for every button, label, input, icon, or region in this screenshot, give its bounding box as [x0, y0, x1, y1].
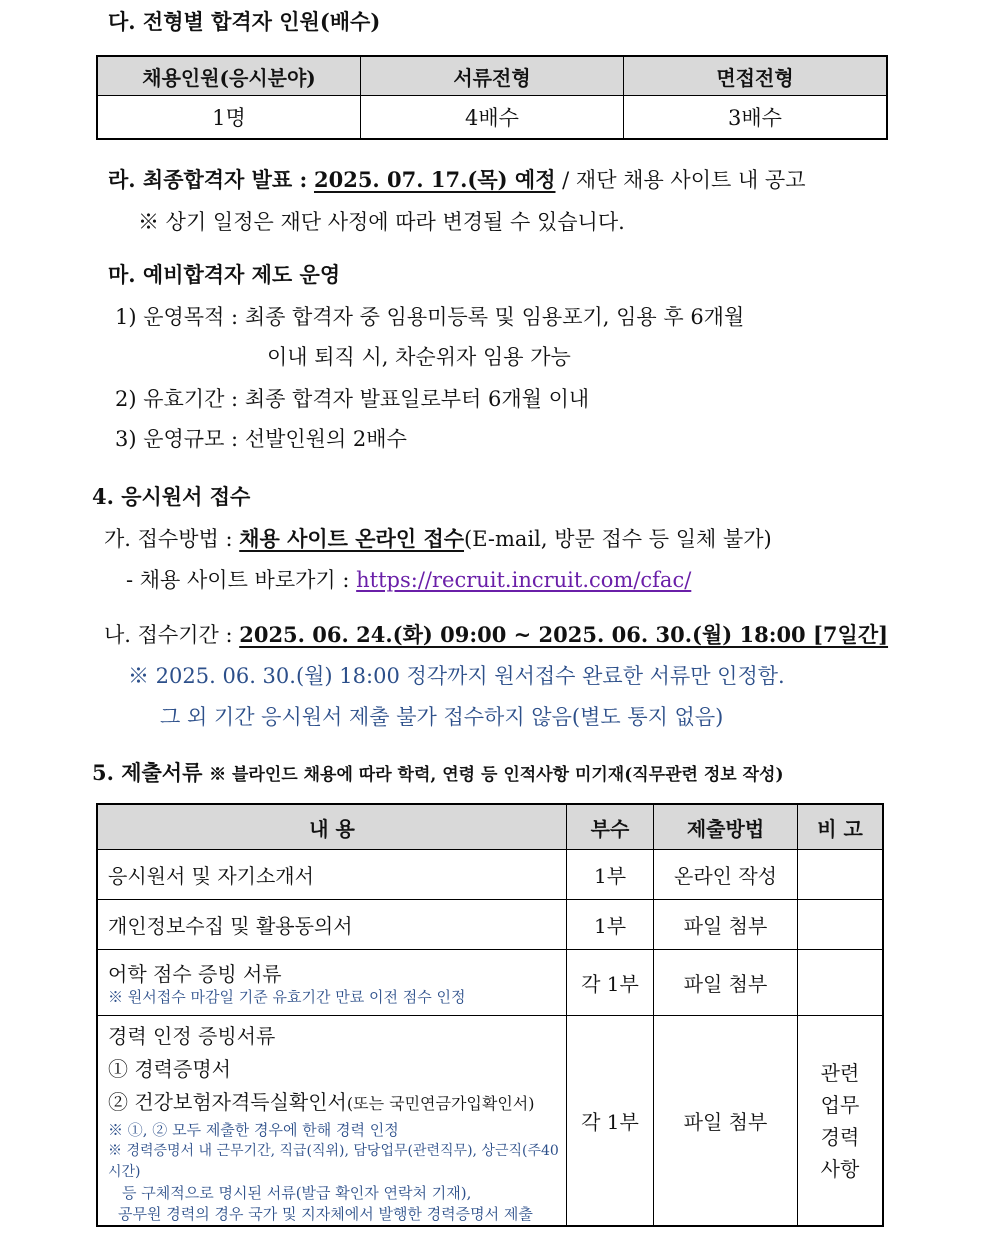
ga-online-method: 채용 사이트 온라인 접수	[239, 526, 465, 551]
career-line-1: ① 경력증명서	[108, 1057, 231, 1081]
ma-item-2-text: 최종 합격자 발표일로부터 6개월 이내	[244, 387, 590, 411]
career-note-1: ※ ①, ② 모두 제출한 경우에 한해 경력 인정	[108, 1121, 399, 1139]
shortcut-label: - 채용 사이트 바로가기 :	[126, 568, 350, 592]
ga-method	[104, 523, 772, 553]
career-note-3: 등 구체적으로 명시된 서류(발급 확인자 연락처 기재),	[122, 1184, 472, 1202]
ga-label: 가. 접수방법 :	[104, 527, 233, 551]
cell-document-multiple: 4배수	[361, 96, 624, 140]
ma-item-3-text: 선발인원의 2배수	[244, 427, 407, 451]
table-row	[97, 1016, 883, 1227]
row-count: 각 1부	[567, 1016, 654, 1227]
na-label: 나. 접수기간 :	[104, 623, 233, 647]
section-ma-title: 마. 예비합격자 제도 운영	[108, 262, 341, 287]
header-document-screening: 서류전형	[361, 56, 624, 96]
shortcut-line	[126, 564, 691, 594]
ma-item-1-text: 최종 합격자 중 임용미등록 및 임용포기, 임용 후 6개월	[244, 305, 745, 329]
ma-item-1	[115, 301, 744, 331]
career-title: 경력 인정 증빙서류	[108, 1024, 276, 1048]
row-method: 파일 첨부	[654, 1016, 798, 1227]
row-note	[798, 950, 884, 1016]
table-row	[97, 900, 883, 950]
final-announcement-date: 2025. 07. 17.(목) 예정	[313, 167, 556, 192]
career-line-2	[108, 1086, 566, 1120]
recruit-site-link[interactable]: https://recruit.incruit.com/cfac/	[356, 568, 692, 592]
note-line: 경력	[820, 1124, 860, 1149]
documents-table	[96, 803, 884, 1227]
ma-item-1-text2: 이내 퇴직 시, 차순위자 임용 가능	[267, 345, 571, 369]
header-method: 제출방법	[654, 804, 798, 850]
ma-item-3-label: 3) 운영규모 :	[115, 427, 239, 451]
row-content	[97, 950, 567, 1016]
row-method: 파일 첨부	[654, 900, 798, 950]
cell-recruit-count: 1명	[97, 96, 361, 140]
language-score-title: 어학 점수 증빙 서류	[108, 961, 282, 986]
ma-item-1-label: 1) 운영목적 :	[115, 305, 239, 329]
ma-item-2-label: 2) 유효기간 :	[115, 387, 239, 411]
career-note-2: ※ 경력증명서 내 근무기간, 직급(직위), 담당업무(관련직무), 상근직(주40시간)	[108, 1143, 559, 1180]
table-row	[97, 950, 883, 1016]
row-note	[798, 850, 884, 900]
row-note	[798, 1016, 884, 1227]
header-count: 부수	[567, 804, 654, 850]
section-ra	[108, 164, 805, 194]
header-content: 내 용	[97, 804, 567, 850]
table-row	[97, 850, 883, 900]
career-line-2b: (또는 국민연금가입확인서)	[346, 1094, 535, 1113]
ma-item-3	[115, 423, 407, 453]
career-line-2a: ② 건강보험자격득실확인서	[108, 1090, 347, 1114]
application-period: 2025. 06. 24.(화) 09:00 ~ 2025. 06. 30.(월) 18:00 [7일간]	[239, 622, 889, 647]
section-5-heading	[92, 757, 784, 787]
row-method: 파일 첨부	[654, 950, 798, 1016]
section-5-title: 5. 제출서류	[92, 760, 203, 785]
selection-table	[96, 55, 888, 140]
note-line: 업무	[820, 1092, 860, 1117]
section-ra-rest: / 재단 채용 사이트 내 공고	[562, 168, 806, 192]
deadline-note-1: ※ 2025. 06. 30.(월) 18:00 정각까지 원서접수 완료한 서류만 인정함.	[128, 664, 785, 688]
section-ra-label: 라. 최종합격자 발표 :	[108, 167, 308, 192]
note-line: 관련	[820, 1060, 860, 1085]
na-period	[104, 619, 888, 649]
career-note-4: 공무원 경력의 경우 국가 및 지자체에서 발행한 경력증명서 제출	[118, 1205, 533, 1223]
note-line: 사항	[820, 1156, 860, 1181]
row-content	[97, 1016, 567, 1227]
section-da-title: 다. 전형별 합격자 인원(배수)	[108, 9, 381, 34]
row-note	[798, 900, 884, 950]
language-score-note: ※ 원서접수 마감일 기준 유효기간 만료 이전 점수 인정	[108, 987, 466, 1006]
ma-item-2	[115, 383, 589, 413]
row-count: 1부	[567, 850, 654, 900]
section-4-title: 4. 응시원서 접수	[92, 484, 251, 509]
row-method: 온라인 작성	[654, 850, 798, 900]
header-interview: 면접전형	[624, 56, 888, 96]
row-count: 1부	[567, 900, 654, 950]
cell-interview-multiple: 3배수	[624, 96, 888, 140]
row-count: 각 1부	[567, 950, 654, 1016]
section-5-subtitle: ※ 블라인드 채용에 따라 학력, 연령 등 인적사항 미기재(직무관련 정보 작성)	[209, 765, 784, 785]
ga-rest: (E-mail, 방문 접수 등 일체 불가)	[464, 527, 772, 551]
header-recruit-count: 채용인원(응시분야)	[97, 56, 361, 96]
schedule-change-note: ※ 상기 일정은 재단 사정에 따라 변경될 수 있습니다.	[138, 210, 625, 234]
deadline-note-2: 그 외 기간 응시원서 제출 불가 접수하지 않음(별도 통지 없음)	[160, 705, 724, 729]
row-content: 개인정보수집 및 활용동의서	[97, 900, 567, 950]
row-content: 응시원서 및 자기소개서	[97, 850, 567, 900]
header-note: 비 고	[798, 804, 884, 850]
